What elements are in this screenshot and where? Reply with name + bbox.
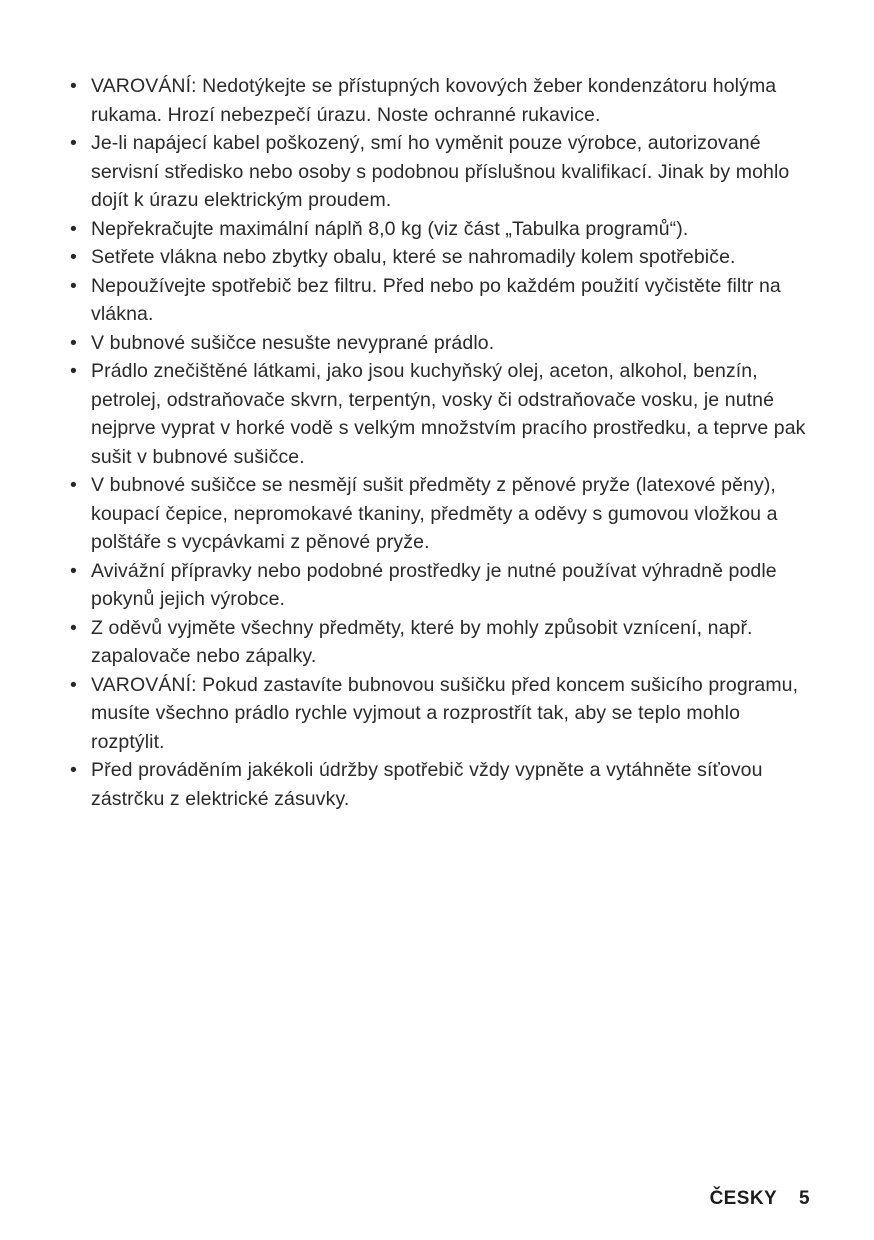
list-item-text: V bubnové sušičce se nesmějí sušit předměty z pěnové pryže (latexové pěny), koupací čepice, nepromokavé tkaniny, předměty a oděvy s gumovou vložkou a polštáře s vycpávkami z pěnové pryže. — [91, 474, 778, 553]
list-item — [64, 272, 812, 329]
list-item — [64, 671, 812, 757]
list-item-text: Z oděvů vyjměte všechny předměty, které by mohly způsobit vznícení, např. zapalovače nebo zápalky. — [91, 616, 753, 667]
page-number: 5 — [799, 1188, 810, 1209]
list-item — [64, 129, 812, 215]
list-item — [64, 72, 812, 129]
language-label: ČESKY — [709, 1188, 778, 1209]
warning-list — [64, 72, 812, 813]
list-item-text: Prádlo znečištěné látkami, jako jsou kuchyňský olej, aceton, alkohol, benzín, petrolej, odstraňovače skvrn, terpentýn, vosky či odstraňovače vosku, je nutné nejprve vyprat v horké vodě s velkým množstvím pracího prostředku, a teprve pak sušit v bubnové sušičce. — [91, 360, 806, 468]
list-item — [64, 557, 812, 614]
list-item — [64, 357, 812, 471]
list-item-text: Avivážní přípravky nebo podobné prostředky je nutné používat výhradně podle pokynů jejich výrobce. — [91, 559, 777, 610]
list-item-text: Nepoužívejte spotřebič bez filtru. Před nebo po každém použití vyčistěte filtr na vlákna. — [91, 274, 781, 325]
list-item — [64, 471, 812, 557]
list-item-text: Před prováděním jakékoli údržby spotřebič vždy vypněte a vytáhněte síťovou zástrčku z elektrické zásuvky. — [91, 759, 763, 810]
list-item-text: Je-li napájecí kabel poškozený, smí ho vyměnit pouze výrobce, autorizované servisní středisko nebo osoby s podobnou příslušnou kvalifikací. Jinak by mohlo dojít k úrazu elektrickým proudem. — [91, 132, 790, 211]
list-item-text: VAROVÁNÍ: Pokud zastavíte bubnovou sušičku před koncem sušicího programu, musíte všechno prádlo rychle vyjmout a rozprostřít tak, aby se teplo mohlo rozptýlit. — [91, 673, 799, 753]
list-item-text: V bubnové sušičce nesušte nevyprané prádlo. — [91, 331, 495, 354]
list-item — [64, 614, 812, 671]
list-item — [64, 756, 812, 813]
list-item-text: Nepřekračujte maximální náplň 8,0 kg (viz část „Tabulka programů“). — [91, 217, 689, 240]
list-item — [64, 215, 812, 244]
list-item-text: Setřete vlákna nebo zbytky obalu, které se nahromadily kolem spotřebiče. — [91, 246, 736, 268]
list-item — [64, 243, 812, 272]
page-footer — [710, 1188, 810, 1210]
list-item-text: VAROVÁNÍ: Nedotýkejte se přístupných kovových žeber kondenzátoru holýma rukama. Hrozí nebezpečí úrazu. Noste ochranné rukavice. — [91, 75, 777, 126]
list-item — [64, 329, 812, 358]
